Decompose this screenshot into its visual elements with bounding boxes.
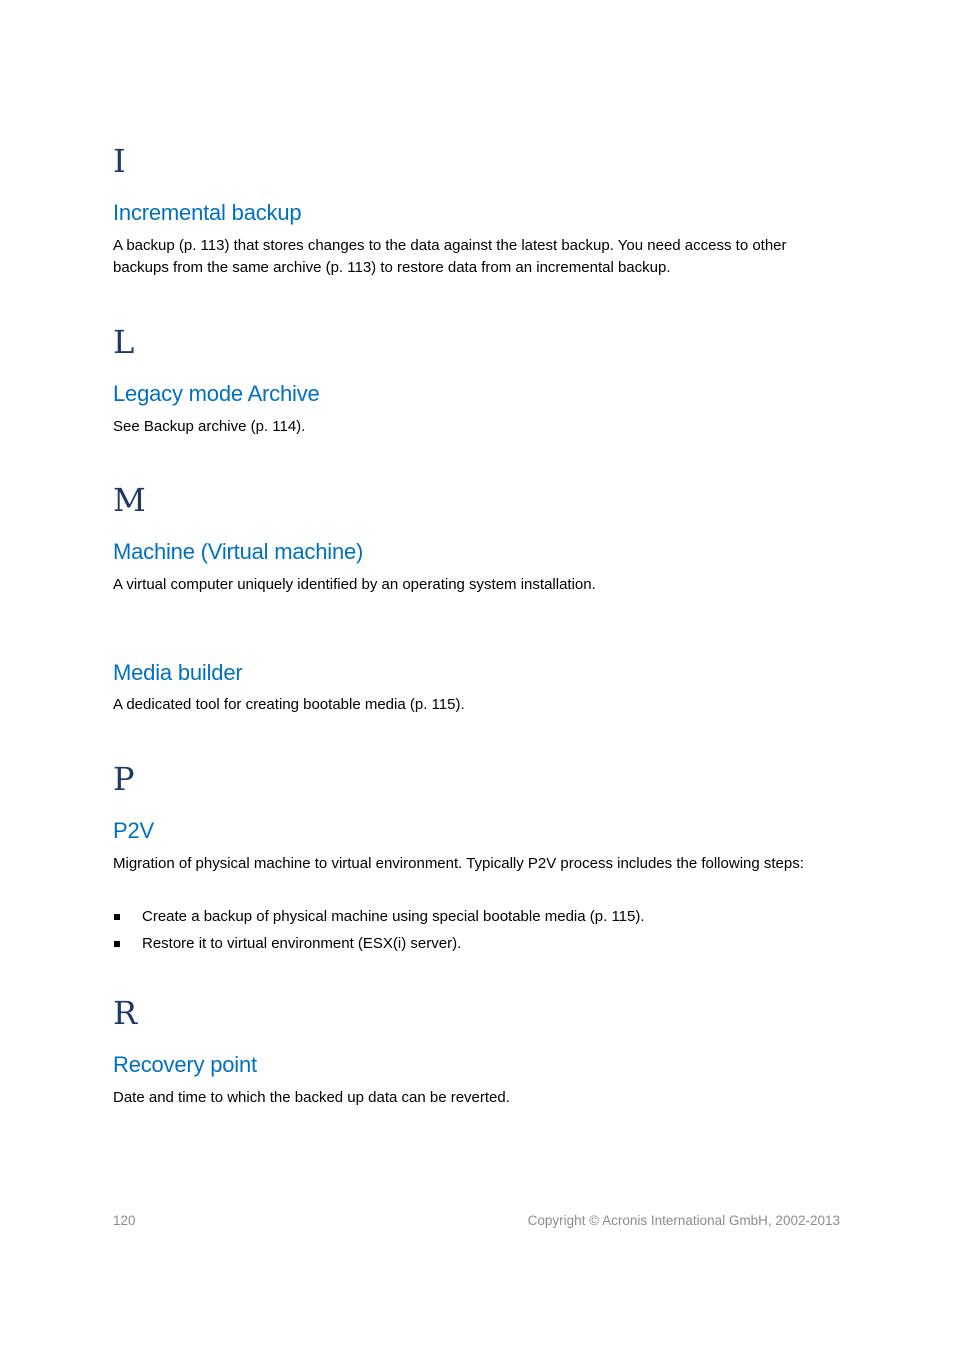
page-number: 120 (113, 1213, 136, 1228)
term-title-p2v: P2V (113, 818, 154, 843)
term-title-recovery-point: Recovery point (113, 1052, 257, 1077)
bullet-square-icon (114, 914, 120, 920)
term-title-legacy-mode-archive: Legacy mode Archive (113, 381, 320, 406)
section-letter-m: M (113, 481, 146, 519)
term-title-media-builder: Media builder (113, 660, 243, 685)
term-body-media-builder: A dedicated tool for creating bootable media (p. 115). (113, 696, 465, 713)
term-body-recovery-point: Date and time to which the backed up data can be reverted. (113, 1089, 510, 1106)
section-letter-i: I (113, 142, 126, 180)
term-body-p2v: Migration of physical machine to virtual environment. Typically P2V process includes the following steps: (113, 855, 804, 872)
section-letter-p: P (113, 760, 135, 798)
section-letter-l: L (113, 323, 135, 361)
section-letter-r: R (113, 994, 138, 1032)
term-body-incremental-backup: A backup (p. 113) that stores changes to the data against the latest backup. You need access to other backups from the same archive (p. 113) to restore data from an incremental backup. (113, 237, 787, 276)
term-title-incremental-backup: Incremental backup (113, 200, 302, 225)
term-body-legacy-mode-archive: See Backup archive (p. 114). (113, 418, 306, 435)
list-item-text: Restore it to virtual environment (ESX(i) server). (142, 935, 462, 952)
copyright-notice: Copyright © Acronis International GmbH, 2002-2013 (527, 1213, 840, 1228)
term-title-machine: Machine (Virtual machine) (113, 539, 364, 564)
bullet-square-icon (114, 941, 120, 947)
list-item-text: Create a backup of physical machine using special bootable media (p. 115). (142, 908, 645, 925)
term-body-machine: A virtual computer uniquely identified by an operating system installation. (113, 576, 596, 593)
